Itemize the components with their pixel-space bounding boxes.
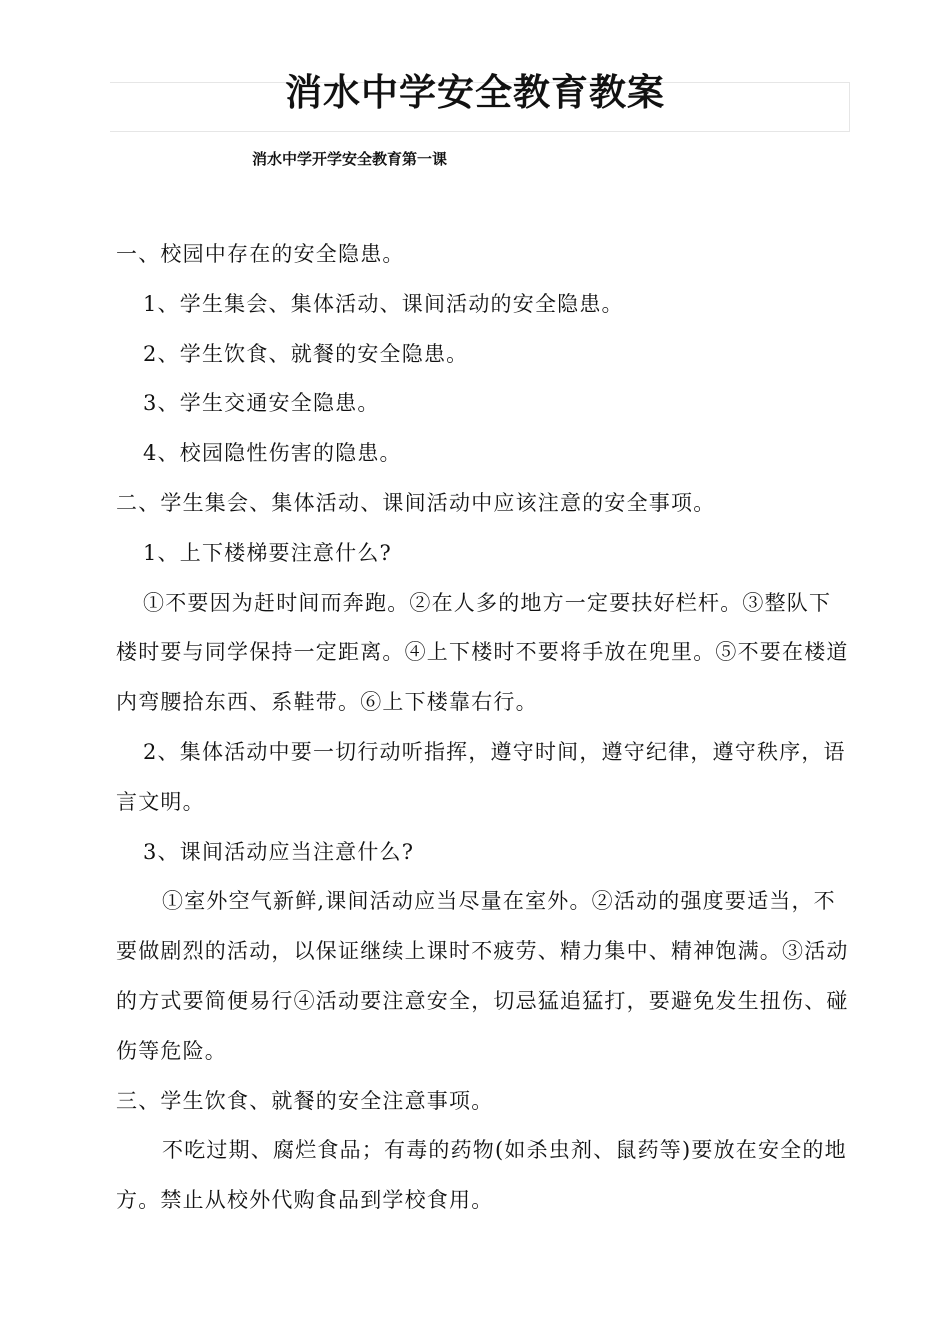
list-item: 1、学生集会、集体活动、课间活动的安全隐患。 [143, 291, 624, 316]
page-title: 消水中学安全教育教案 [285, 71, 665, 114]
section-heading-3: 三、学生饮食、就餐的安全注意事项。 [116, 1088, 494, 1113]
body-paragraph: 不吃过期、腐烂食品；有毒的药物(如杀虫剂、鼠药等)要放在安全的地方。禁止从校外代购食品到学校食用。 [116, 1138, 847, 1213]
list-item: 2、集体活动中要一切行动听指挥，遵守时间，遵守纪律，遵守秩序，语言文明。 [116, 739, 846, 814]
list-item: 1、上下楼梯要注意什么? [143, 540, 393, 565]
list-item: 2、学生饮食、就餐的安全隐患。 [143, 341, 469, 366]
document-body [116, 230, 850, 1226]
page-subtitle: 消水中学开学安全教育第一课 [252, 150, 448, 168]
list-item: 4、校园隐性伤害的隐患。 [143, 441, 402, 466]
body-paragraph: ①不要因为赶时间而奔跑。②在人多的地方一定要扶好栏杆。③整队下楼时要与同学保持一定距离。④上下楼时不要将手放在兜里。⑤不要在楼道内弯腰拾东西、系鞋带。⑥上下楼靠右行。 [116, 590, 849, 715]
section-heading-1: 一、校园中存在的安全隐患。 [116, 242, 405, 266]
list-item: 3、学生交通安全隐患。 [143, 391, 380, 416]
list-item: 3、课间活动应当注意什么? [143, 839, 415, 864]
body-paragraph: ①室外空气新鲜,课间活动应当尽量在室外。②活动的强度要适当，不要做剧烈的活动，以保证继续上课时不疲劳、精力集中、精神饱满。③活动的方式要简便易行④活动要注意安全，切忌猛追猛打，要避免发生扭伤、碰伤等危险。 [116, 889, 849, 1063]
section-heading-2: 二、学生集会、集体活动、课间活动中应该注意的安全事项。 [116, 490, 716, 515]
